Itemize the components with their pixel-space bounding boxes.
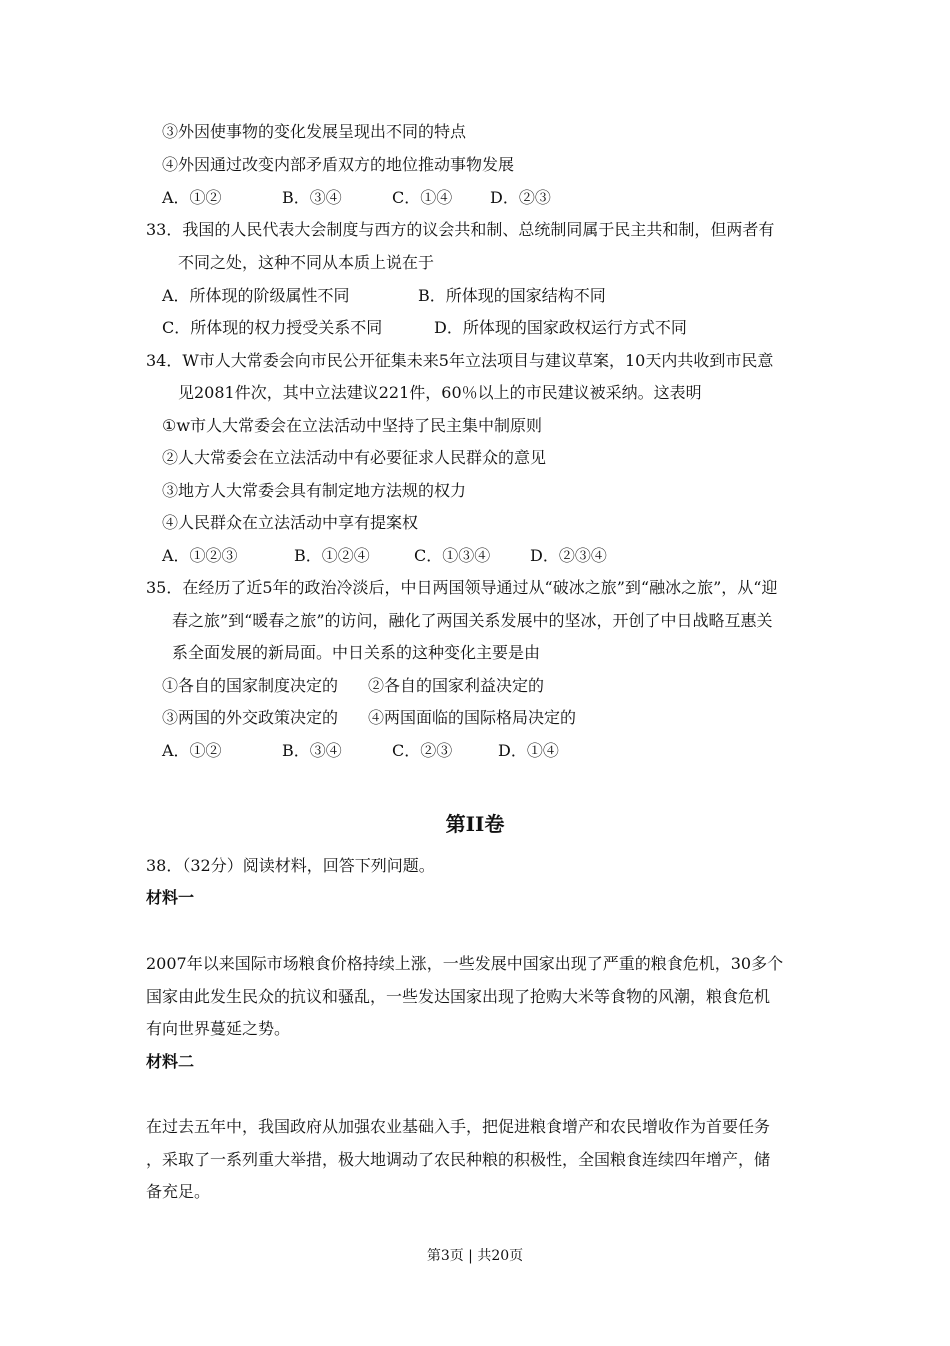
q35-statement-2: ②各自的国家利益决定的 xyxy=(368,676,545,695)
q34-option-d: D．②③④ xyxy=(530,546,607,565)
material-1-label: 材料一 xyxy=(146,888,195,907)
q34-statement-4: ④人民群众在立法活动中享有提案权 xyxy=(162,513,419,532)
material-2-line-2: ，采取了一系列重大举措，极大地调动了农民种粮的积极性，全国粮食连续四年增产，储 xyxy=(146,1150,771,1169)
q33-stem-line-2: 不同之处，这种不同从本质上说在于 xyxy=(178,253,435,272)
q34-stem-line-2: 见2081件次，其中立法建议221件，60％以上的市民建议被采纳。这表明 xyxy=(178,383,702,402)
q34-stem-line-1: 34．W市人大常委会向市民公开征集未来5年立法项目与建议草案，10天内共收到市民意 xyxy=(146,351,774,370)
q35-statement-4: ④两国面临的国际格局决定的 xyxy=(368,708,577,727)
q35-statement-1: ①各自的国家制度决定的 xyxy=(162,676,339,695)
material-2-line-3: 备充足。 xyxy=(146,1182,211,1201)
q34-statement-2: ②人大常委会在立法活动中有必要征求人民群众的意见 xyxy=(162,448,547,467)
q34-statement-3: ③地方人大常委会具有制定地方法规的权力 xyxy=(162,481,467,500)
q35-option-a: A．①② xyxy=(162,741,222,760)
q33-option-c: C．所体现的权力授受关系不同 xyxy=(162,318,383,337)
q35-stem-line-1: 35．在经历了近5年的政治冷淡后，中日两国领导通过从“破冰之旅”到“融冰之旅”，从“迎 xyxy=(146,578,778,597)
q35-stem-line-2: 春之旅”到“暖春之旅”的访问，融化了两国关系发展中的坚冰，开创了中日战略互惠关 xyxy=(172,611,773,630)
q32-statement-3: ③外因使事物的变化发展呈现出不同的特点 xyxy=(162,122,467,141)
material-1-line-3: 有向世界蔓延之势。 xyxy=(146,1019,291,1038)
material-2-label: 材料二 xyxy=(146,1052,195,1071)
q35-statement-3: ③两国的外交政策决定的 xyxy=(162,708,339,727)
q32-option-a: A．①② xyxy=(162,188,222,207)
q34-option-c: C．①③④ xyxy=(414,546,491,565)
material-1-line-1: 2007年以来国际市场粮食价格持续上涨，一些发展中国家出现了严重的粮食危机，30多个 xyxy=(146,954,784,973)
q35-option-b: B．③④ xyxy=(282,741,342,760)
q34-option-a: A．①②③ xyxy=(162,546,238,565)
q32-option-d: D．②③ xyxy=(490,188,551,207)
q35-option-c: C．②③ xyxy=(392,741,453,760)
q33-option-b: B．所体现的国家结构不同 xyxy=(418,286,606,305)
q35-stem-line-3: 系全面发展的新局面。中日关系的这种变化主要是由 xyxy=(172,643,541,662)
q34-option-b: B．①②④ xyxy=(294,546,370,565)
q32-option-b: B．③④ xyxy=(282,188,342,207)
material-1-line-2: 国家由此发生民众的抗议和骚乱，一些发达国家出现了抢购大米等食物的风潮，粮食危机 xyxy=(146,987,771,1006)
q32-option-c: C．①④ xyxy=(392,188,453,207)
material-2-line-1: 在过去五年中，我国政府从加强农业基础入手，把促进粮食增产和农民增收作为首要任务 xyxy=(146,1117,771,1136)
q33-stem-line-1: 33．我国的人民代表大会制度与西方的议会共和制、总统制同属于民主共和制，但两者有 xyxy=(146,220,775,239)
q32-statement-4: ④外因通过改变内部矛盾双方的地位推动事物发展 xyxy=(162,155,515,174)
q38-stem: 38．（32分）阅读材料，回答下列问题。 xyxy=(146,856,435,875)
page-number-footer: 第3页 | 共20页 xyxy=(426,1248,524,1264)
part-2-title: 第II卷 xyxy=(445,812,505,836)
q33-option-d: D．所体现的国家政权运行方式不同 xyxy=(434,318,687,337)
q34-statement-1: ①w市人大常委会在立法活动中坚持了民主集中制原则 xyxy=(162,416,543,435)
q33-option-a: A．所体现的阶级属性不同 xyxy=(162,286,350,305)
q35-option-d: D．①④ xyxy=(498,741,559,760)
